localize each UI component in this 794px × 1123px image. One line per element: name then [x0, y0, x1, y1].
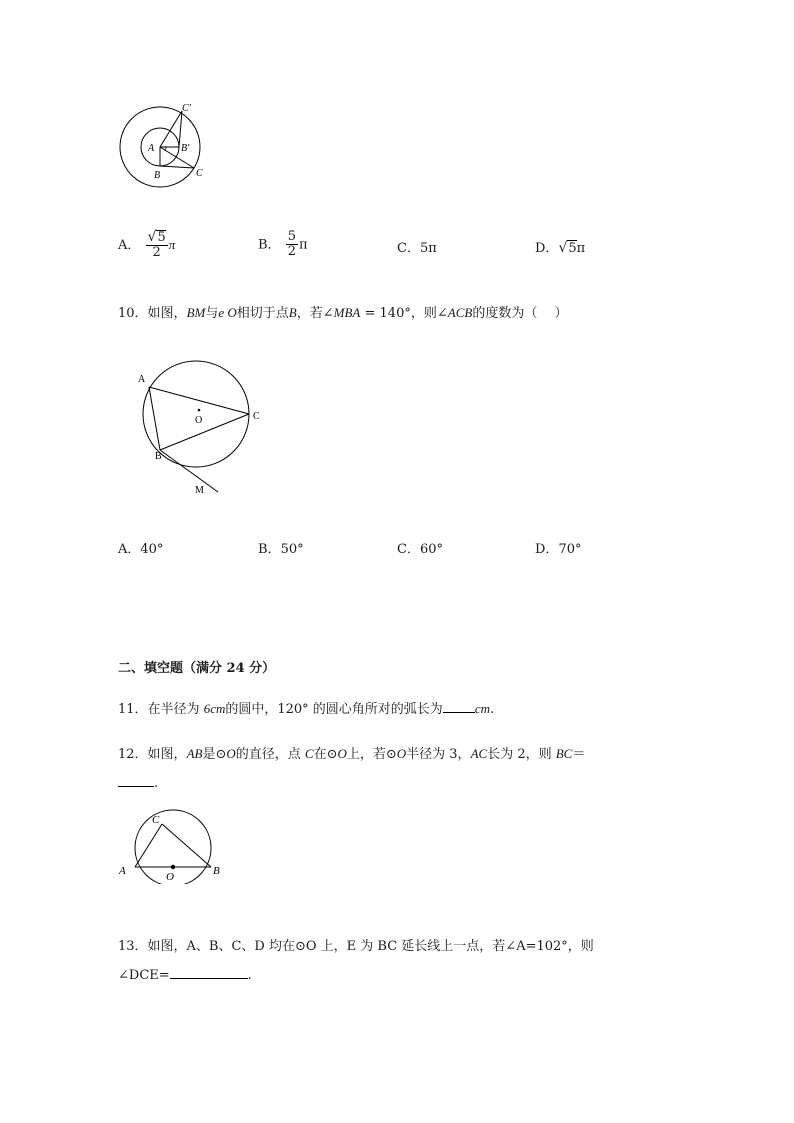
label-a: A: [138, 374, 146, 385]
center-dot: [198, 409, 201, 412]
label-o: O: [195, 415, 203, 426]
label-c-prime: C': [182, 103, 191, 114]
label-b: B: [155, 451, 162, 462]
q12-stem: 12．如图，AB是⊙O的直径，点 C在⊙O上，若⊙O半径为 3，AC长为 2，则 BC＝: [118, 746, 586, 762]
label-o: O: [166, 871, 174, 883]
pi-symbol: π: [576, 241, 586, 256]
segment-bc: [160, 166, 194, 168]
answer-blank[interactable]: [170, 978, 248, 979]
center-dot: [171, 865, 175, 869]
fraction: $\frac{√5}{2}$: [147, 229, 166, 261]
q9-option-b[interactable]: [258, 230, 308, 260]
option-label: B．: [258, 237, 281, 253]
answer-blank[interactable]: [443, 712, 475, 713]
q10-option-b[interactable]: B．50°: [258, 542, 304, 557]
q9-figure: [110, 98, 220, 193]
fraction: $\frac{5}{2}$: [287, 229, 296, 260]
label-b: B: [154, 170, 161, 181]
segment-b-prime-c-prime: [179, 111, 182, 147]
label-m: M: [195, 485, 204, 496]
sqrt-icon: √: [558, 240, 568, 256]
option-value: 5π: [419, 241, 437, 256]
pi-symbol: π: [168, 236, 176, 252]
q10-figure: [132, 352, 272, 500]
answer-blank[interactable]: [118, 786, 154, 787]
q10-option-a[interactable]: A．40°: [118, 542, 164, 557]
option-label: A．: [118, 237, 141, 253]
q10-option-d[interactable]: D．70°: [535, 542, 582, 557]
q12-answer-line: .: [118, 776, 158, 791]
q9-option-d[interactable]: D．√5π: [535, 240, 586, 256]
label-c: C: [152, 814, 160, 826]
q9-option-c[interactable]: [397, 237, 437, 256]
tangent-bm: [160, 450, 218, 492]
label-c: C: [253, 411, 260, 422]
q12-figure: [114, 808, 234, 884]
q10-stem: 10．如图，BM与e O相切于点B，若∠MBA = 140°，则∠ACB的度数为（ ）: [118, 305, 568, 321]
q13-answer-line: ∠DCE= .: [118, 968, 252, 983]
segment-bc: [160, 414, 249, 450]
pi-symbol: π: [298, 237, 308, 253]
q13-stem: 13．如图，A、B、C、D 均在⊙O 上，E 为 BC 延长线上一点，若∠A=102°，则: [118, 939, 594, 954]
q11-stem: 11．在半径为 6cm的圆中，120° 的圆心角所对的弧长为 cm.: [118, 701, 495, 717]
q10-option-c[interactable]: C．60°: [397, 542, 443, 557]
sqrt-icon: √: [147, 229, 157, 245]
label-b-prime: B': [181, 143, 190, 154]
option-label: D．: [535, 241, 559, 256]
q9-option-a[interactable]: [118, 230, 175, 261]
label-b: B: [213, 865, 220, 877]
label-a: A: [119, 865, 126, 877]
label-c: C: [196, 168, 203, 179]
label-a: A: [148, 143, 155, 154]
option-label: C．: [397, 241, 420, 256]
segment-bc: [162, 824, 211, 867]
section-heading: 二、填空题（满分 24 分）: [118, 661, 276, 676]
